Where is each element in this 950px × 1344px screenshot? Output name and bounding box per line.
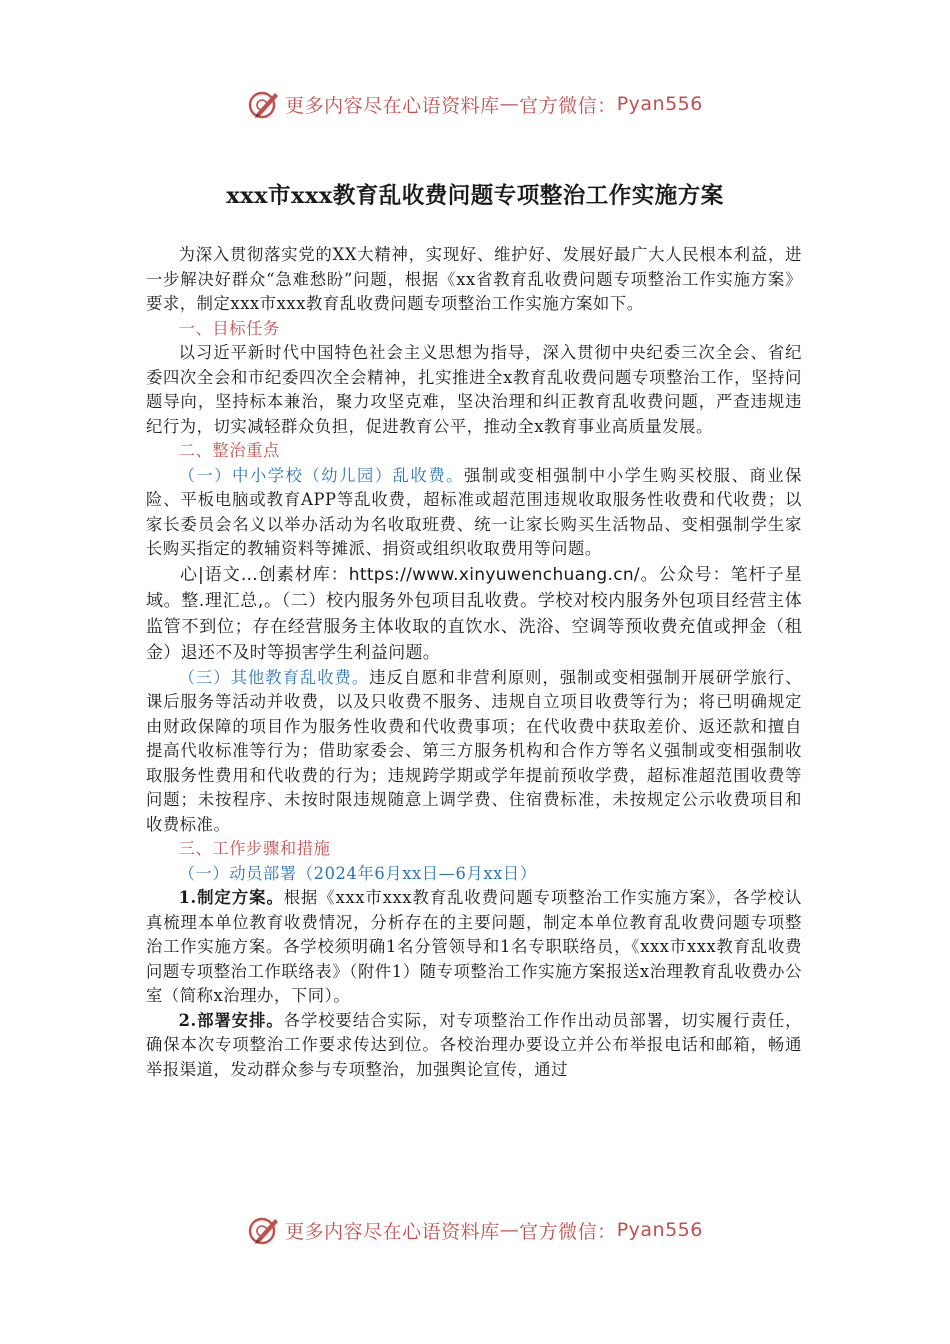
step-1-body: 根据《xxx市xxx教育乱收费问题专项整治工作实施方案》，各学校认真梳理本单位教育收费情况，分析存在的主要问题，制定本单位教育乱收费问题专项整治工作实施方案。各学校须明确1名分管领导和1名专职联络员，《xxx市xxx教育乱收费问题专项整治工作联络表》（附件1）随专项整治工作实施方案报送x治理教育乱收费办公室（简称x治理办，下同）。 [146, 888, 802, 1005]
step-1 [146, 886, 802, 1009]
subsection-heading-mobilize: （一）动员部署（2024年6月xx日—6月xx日） [178, 863, 537, 883]
section-heading-goals: 一、目标任务 [178, 318, 280, 338]
banner-wechat-id: Pyan556 [616, 93, 703, 115]
footer-watermark-banner [0, 1208, 950, 1252]
section-heading-steps: 三、工作步骤和措施 [178, 839, 331, 858]
pen-logo-icon [247, 87, 281, 121]
header-watermark-banner [0, 82, 950, 126]
banner-dash: — [499, 1219, 520, 1241]
focus-item-3-heading: （三）其他教育乱收费。 [178, 667, 370, 687]
intro-paragraph: 为深入贯彻落实党的XX大精神，实现好、维护好、发展好最广大人民根本利益，进一步解决好群众“急难愁盼”问题，根据《xx省教育乱收费问题专项整治工作实施方案》要求，制定xxx市xxx教育乱收费问题专项整治工作实施方案如下。 [146, 245, 802, 313]
focus-item-3-body: 违反自愿和非营利原则，强制或变相强制开展研学旅行、课后服务等活动并收费，以及只收费不服务、违规自立项目收费等行为；将已明确规定由财政保障的项目作为服务性收费和代收费事项；在代收费中获取差价、返还款和擅自提高代收标准等行为；借助家委会、第三方服务机构和合作方等名义强制或变相强制收取服务性费用和代收费的行为；违规跨学期或学年提前预收学费，超标准超范围收费等问题；未按程序、未按时限违规随意上调学费、住宿费标准，未按规定公示收费项目和收费标准。 [146, 667, 802, 834]
document-body [146, 243, 802, 1082]
focus-item-3 [146, 666, 802, 838]
pen-logo-icon [247, 1213, 281, 1247]
step-2-body: 各学校要结合实际，对专项整治工作作出动员部署，切实履行责任，确保本次专项整治工作要求传达到位。各校治理办要设立并公布举报电话和邮箱，畅通举报渠道，发动群众参与专项整治，加强舆论宣传，通过 [146, 1010, 802, 1079]
goals-paragraph: 以习近平新时代中国特色社会主义思想为指导，深入贯彻中央纪委三次全会、省纪委四次全会和市纪委四次全会精神，扎实推进全x教育乱收费问题专项整治工作，坚持问题导向，坚持标本兼治，聚力攻坚克难，坚决治理和纠正教育乱收费问题，严查违规违纪行为，切实减轻群众负担，促进教育公平，推动全x教育事业高质量发展。 [146, 343, 802, 436]
section-heading-focus: 二、整治重点 [178, 441, 280, 460]
focus-item-1-body: 强制或变相强制中小学生购买校服、商业保险、平板电脑或教育APP等乱收费，超标准或超范围违规收取服务性收费和代收费；以家长委员会名义以举办活动为名收取班费、统一让家长购买生活物品、变相强制学生家长购买指定的教辅资料等摊派、捐资或组织收取费用等问题。 [146, 465, 802, 558]
document-title: xxx市xxx教育乱收费问题专项整治工作实施方案 [226, 183, 724, 209]
banner-brand-text: 更多内容尽在心语资料库 [285, 1220, 500, 1243]
banner-dash: — [499, 93, 520, 115]
banner-wechat-label: 官方微信： [519, 94, 617, 117]
step-2-heading: 2.部署安排。 [178, 1010, 284, 1030]
focus-item-1-heading: （一）中小学校（幼儿园）乱收费。 [178, 465, 465, 485]
banner-brand-text: 更多内容尽在心语资料库 [285, 94, 500, 117]
focus-item-2: 心|语文…创素材库：https://www.xinyuwenchuang.cn/。公众号：笔杆子星域。整.理汇总,。（二）校内服务外包项目乱收费。学校对校内服务外包项目经营主体监管不到位；存在经营服务主体收取的直饮水、洗浴、空调等预收费充值或押金（租金）退还不及时等损害学生利益问题。 [146, 564, 802, 663]
step-1-heading: 1.制定方案。 [178, 888, 284, 907]
banner-wechat-label: 官方微信： [519, 1220, 617, 1243]
focus-item-1 [146, 464, 802, 562]
step-2 [146, 1009, 802, 1083]
banner-wechat-id: Pyan556 [616, 1219, 703, 1241]
